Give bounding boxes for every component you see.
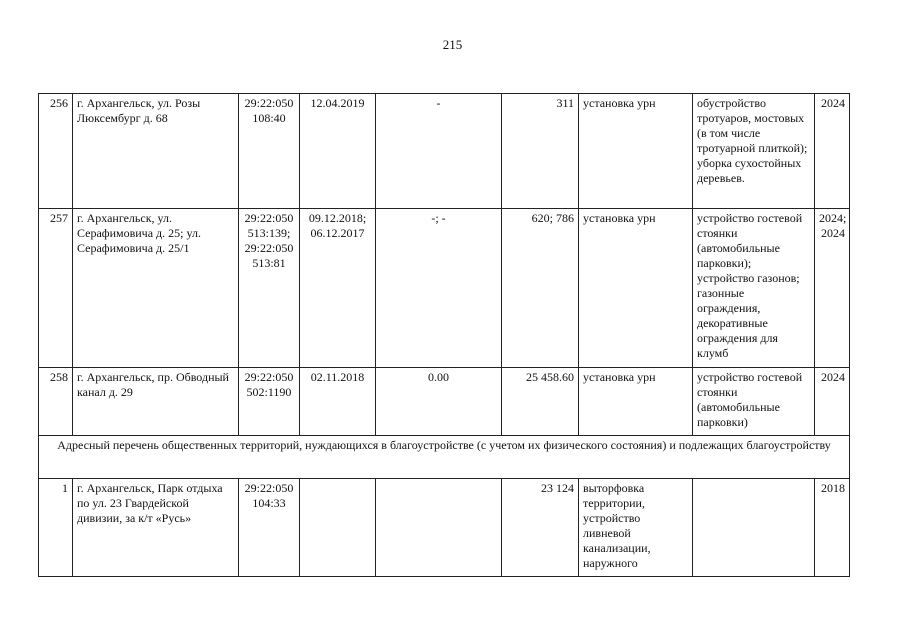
area-cell: 311 <box>502 94 579 209</box>
table-row <box>39 368 850 436</box>
work-type-cell: установка урн <box>579 94 693 209</box>
year-cell: 2024 <box>815 94 850 209</box>
value-cell: - <box>376 94 502 209</box>
date-cell: 12.04.2019 <box>300 94 376 209</box>
year-cell: 2024 <box>815 368 850 436</box>
area-cell: 23 124 <box>502 479 579 577</box>
table-row <box>39 94 850 209</box>
additional-work-cell: устройство гостевой стоянки (автомобильные парковки) <box>693 368 815 436</box>
territory-table <box>38 93 850 577</box>
additional-work-cell: устройство гостевой стоянки (автомобильные парковки); устройство газонов; газонные ограждения, декоративные ограждения для клумб <box>693 209 815 368</box>
address-cell: г. Архангельск, ул. Серафимовича д. 25; ул. Серафимовича д. 25/1 <box>73 209 239 368</box>
work-type-cell: установка урн <box>579 209 693 368</box>
cadastral-number-cell: 29:22:050 513:139; 29:22:050 513:81 <box>239 209 300 368</box>
date-cell: 09.12.2018; 06.12.2017 <box>300 209 376 368</box>
row-number: 256 <box>39 94 73 209</box>
table-row <box>39 479 850 577</box>
address-cell: г. Архангельск, пр. Обводный канал д. 29 <box>73 368 239 436</box>
year-cell: 2024; 2024 <box>815 209 850 368</box>
value-cell: -; - <box>376 209 502 368</box>
row-number: 258 <box>39 368 73 436</box>
date-cell <box>300 479 376 577</box>
additional-work-cell: обустройство тротуаров, мостовых (в том числе тротуарной плиткой); уборка сухостойных деревьев. <box>693 94 815 209</box>
address-cell: г. Архангельск, Парк отдыха по ул. 23 Гвардейской дивизии, за к/т «Русь» <box>73 479 239 577</box>
cadastral-number-cell: 29:22:050 502:1190 <box>239 368 300 436</box>
cadastral-number-cell: 29:22:050 104:33 <box>239 479 300 577</box>
cadastral-number-cell: 29:22:050 108:40 <box>239 94 300 209</box>
section-header-row <box>39 436 850 479</box>
year-cell: 2018 <box>815 479 850 577</box>
page-number: 215 <box>442 37 463 52</box>
area-cell: 25 458.60 <box>502 368 579 436</box>
row-number: 257 <box>39 209 73 368</box>
value-cell <box>376 479 502 577</box>
area-cell: 620; 786 <box>502 209 579 368</box>
additional-work-cell <box>693 479 815 577</box>
section-title: Адресный перечень общественных территорий, нуждающихся в благоустройстве (с учетом их физического состояния) и подлежащих благоустройству <box>39 436 850 479</box>
row-number: 1 <box>39 479 73 577</box>
date-cell: 02.11.2018 <box>300 368 376 436</box>
work-type-cell: выторфовка территории, устройство ливневой канализации, наружного <box>579 479 693 577</box>
value-cell: 0.00 <box>376 368 502 436</box>
table-row <box>39 209 850 368</box>
work-type-cell: установка урн <box>579 368 693 436</box>
address-cell: г. Архангельск, ул. Розы Люксембург д. 68 <box>73 94 239 209</box>
